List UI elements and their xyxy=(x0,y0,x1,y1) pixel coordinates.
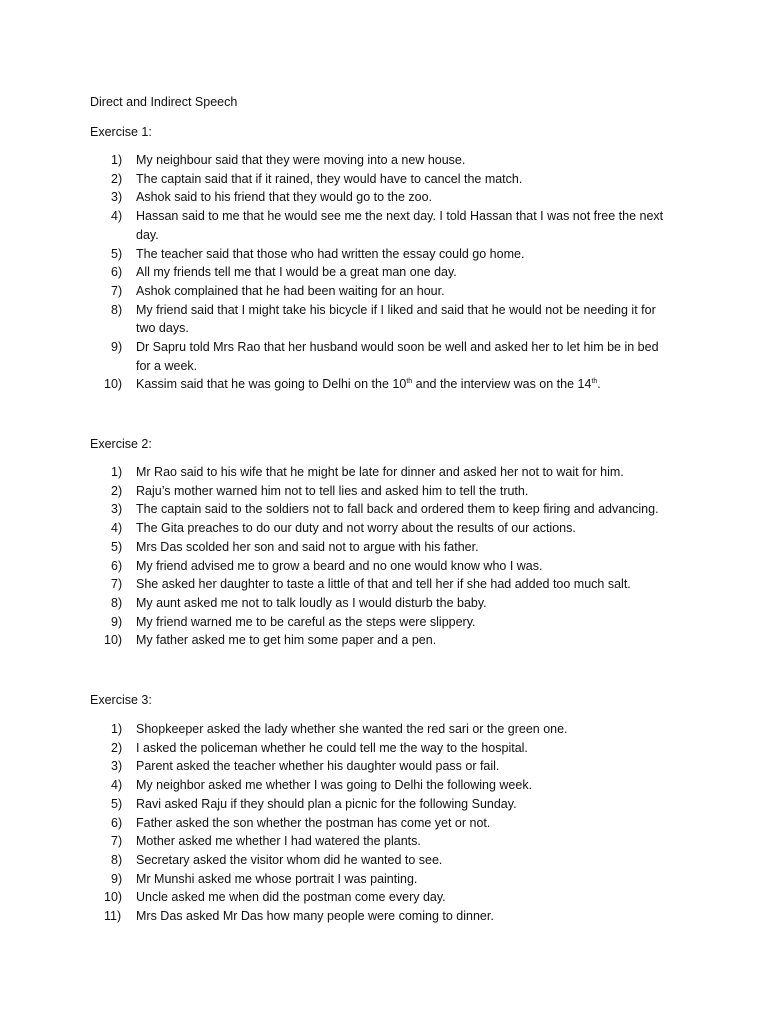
item-number: 9) xyxy=(111,614,123,629)
item-number: 2) xyxy=(111,171,123,186)
item-text: Shopkeeper asked the lady whether she wanted the red sari or the green one. xyxy=(136,722,568,736)
list-item xyxy=(100,851,675,870)
item-number: 8) xyxy=(111,595,123,610)
item-text xyxy=(136,375,675,394)
item-text: Ashok complained that he had been waiting for an hour. xyxy=(136,283,445,298)
item-text-part: . xyxy=(597,377,601,392)
item-text: My friend warned me to be careful as the steps were slippery. xyxy=(136,614,476,629)
item-number: 8) xyxy=(111,852,123,867)
item-number: 1) xyxy=(111,153,123,167)
item-text: Mrs Das asked Mr Das how many people were coming to dinner. xyxy=(136,909,494,924)
item-text: Uncle asked me when did the postman come every day. xyxy=(136,890,446,905)
list-item xyxy=(100,170,675,189)
item-text: Hassan said to me that he would see me the next day. I told Hassan that I was not free the next day. xyxy=(136,209,664,242)
item-number: 6) xyxy=(111,265,123,280)
list-item xyxy=(100,207,675,244)
document-title: Direct and Indirect Speech xyxy=(90,95,238,109)
list-item xyxy=(100,263,675,282)
item-text-part: and the interview was on the 14 xyxy=(412,377,592,392)
list-item xyxy=(100,301,675,338)
list-item xyxy=(100,795,675,814)
item-text: Mr Rao said to his wife that he might be late for dinner and asked her not to wait for him. xyxy=(136,465,624,479)
item-text: My neighbour said that they were moving into a new house. xyxy=(136,153,466,167)
item-text: My father asked me to get him some paper and a pen. xyxy=(136,633,437,648)
list-item xyxy=(100,338,675,375)
list-item xyxy=(100,575,675,594)
item-text: My neighbor asked me whether I was going to Delhi the following week. xyxy=(136,778,533,793)
item-number: 7) xyxy=(111,577,123,592)
item-number: 9) xyxy=(111,340,123,355)
item-text: My friend said that I might take his bicycle if I liked and said that he would not be needing it for two days. xyxy=(136,302,656,336)
item-text: All my friends tell me that I would be a great man one day. xyxy=(136,265,457,280)
list-item xyxy=(100,151,675,170)
item-text: Dr Sapru told Mrs Rao that her husband would soon be well and asked her to let him be in bed for a week. xyxy=(136,340,659,373)
item-number: 7) xyxy=(111,834,123,849)
list-item xyxy=(100,739,675,758)
exercise-1-heading: Exercise 1: xyxy=(90,125,152,139)
item-number: 4) xyxy=(111,778,123,793)
exercise-2-heading: Exercise 2: xyxy=(90,437,152,451)
exercise-3-list xyxy=(100,720,675,926)
item-number: 3) xyxy=(111,190,123,205)
ordinal-suffix: th xyxy=(406,378,413,386)
list-item xyxy=(100,519,675,538)
list-item xyxy=(100,907,675,926)
item-number: 5) xyxy=(111,246,123,261)
list-item xyxy=(100,757,675,776)
item-text: Ashok said to his friend that they would go to the zoo. xyxy=(136,190,433,205)
list-item xyxy=(100,188,675,207)
list-item xyxy=(100,538,675,557)
item-text: Parent asked the teacher whether his daughter would pass or fail. xyxy=(136,759,500,774)
item-number: 10) xyxy=(104,890,123,905)
list-item xyxy=(100,245,675,264)
exercise-2-list xyxy=(100,463,675,650)
item-text: My friend advised me to grow a beard and no one would know who I was. xyxy=(136,558,543,573)
item-number: 2) xyxy=(111,740,123,755)
list-item xyxy=(100,814,675,833)
item-text: Raju’s mother warned him not to tell lies and asked him to tell the truth. xyxy=(136,483,529,498)
item-text: She asked her daughter to taste a little of that and tell her if she had added too much salt. xyxy=(136,577,631,592)
item-number: 11) xyxy=(104,909,122,924)
list-item xyxy=(100,594,675,613)
item-number: 5) xyxy=(111,796,123,811)
item-text-part: Kassim said that he was going to Delhi on the 10 xyxy=(136,377,407,392)
list-item xyxy=(100,482,675,501)
item-text: Ravi asked Raju if they should plan a picnic for the following Sunday. xyxy=(136,796,517,811)
item-text: The captain said that if it rained, they would have to cancel the match. xyxy=(136,171,523,186)
item-text: The Gita preaches to do our duty and not worry about the results of our actions. xyxy=(136,521,576,536)
item-number: 8) xyxy=(111,302,123,317)
item-number: 2) xyxy=(111,483,123,498)
list-item xyxy=(100,557,675,576)
item-text: The teacher said that those who had written the essay could go home. xyxy=(136,246,525,261)
item-text: Father asked the son whether the postman has come yet or not. xyxy=(136,815,491,830)
item-number: 1) xyxy=(111,722,123,736)
item-number: 9) xyxy=(111,871,123,886)
item-number: 4) xyxy=(111,209,123,224)
list-item xyxy=(100,613,675,632)
item-number: 6) xyxy=(111,558,123,573)
item-number: 3) xyxy=(111,502,123,517)
exercise-3-heading: Exercise 3: xyxy=(90,693,152,707)
item-text: The captain said to the soldiers not to fall back and ordered them to keep firing and advancing. xyxy=(136,502,659,517)
item-number: 10) xyxy=(104,633,123,648)
item-number: 6) xyxy=(111,815,123,830)
list-item xyxy=(100,282,675,301)
item-number: 4) xyxy=(111,521,123,536)
item-text: My aunt asked me not to talk loudly as I would disturb the baby. xyxy=(136,595,487,610)
item-text: Secretary asked the visitor whom did he wanted to see. xyxy=(136,852,443,867)
item-number: 10) xyxy=(104,377,123,392)
item-number: 7) xyxy=(111,283,123,298)
exercise-1-list xyxy=(100,151,675,394)
item-text: Mother asked me whether I had watered the plants. xyxy=(136,834,421,849)
item-number: 5) xyxy=(111,539,123,554)
item-text: I asked the policeman whether he could tell me the way to the hospital. xyxy=(136,740,528,755)
list-item xyxy=(100,888,675,907)
list-item xyxy=(100,870,675,889)
item-text: Mrs Das scolded her son and said not to argue with his father. xyxy=(136,539,479,554)
list-item xyxy=(100,720,675,739)
item-number: 1) xyxy=(111,465,123,479)
list-item xyxy=(100,500,675,519)
list-item xyxy=(100,463,675,482)
list-item xyxy=(100,375,675,394)
item-number: 3) xyxy=(111,759,123,774)
list-item xyxy=(100,631,675,650)
ordinal-suffix: th xyxy=(591,378,598,386)
item-text: Mr Munshi asked me whose portrait I was painting. xyxy=(136,871,418,886)
list-item xyxy=(100,832,675,851)
list-item xyxy=(100,776,675,795)
